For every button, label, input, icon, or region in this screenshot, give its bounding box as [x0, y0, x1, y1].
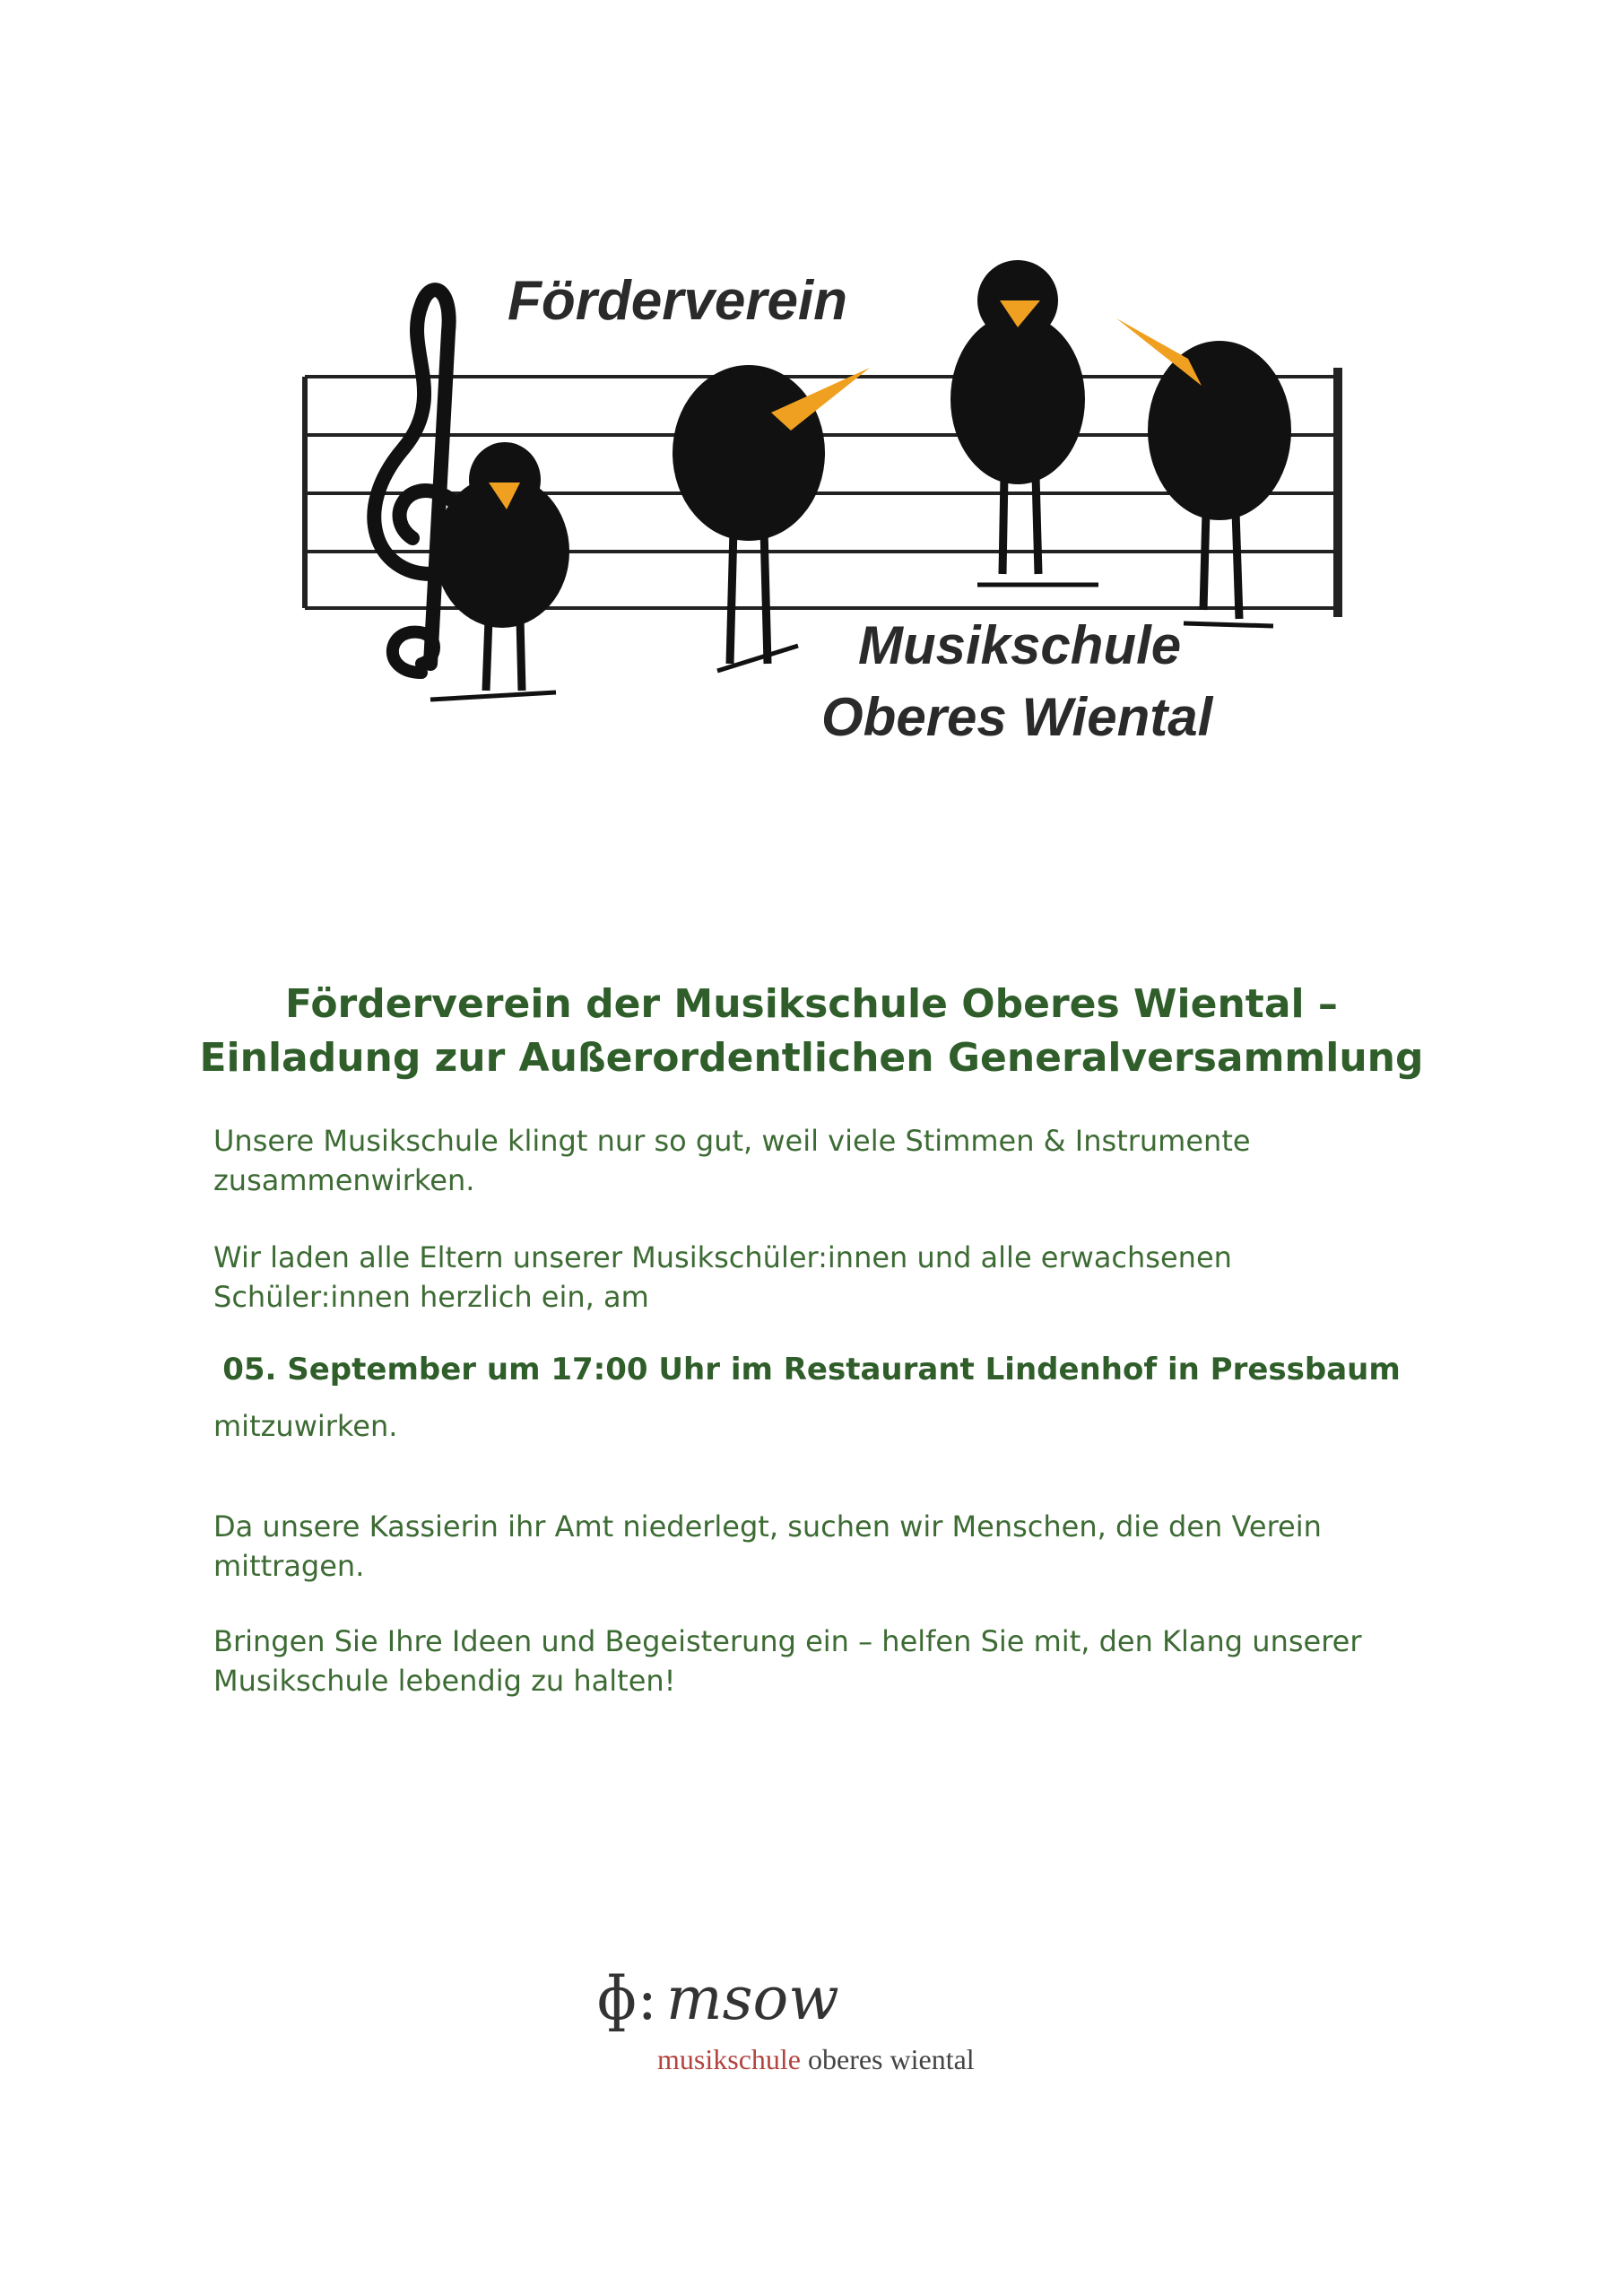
treble-clef-icon	[374, 290, 469, 673]
msow-subtitle	[657, 2043, 975, 2076]
page-heading	[161, 978, 1462, 1085]
msow-brand: msow	[666, 1964, 839, 2033]
bird-icon	[950, 260, 1098, 585]
paragraph-invitation: Wir laden alle Eltern unserer Musikschüler:innen und alle erwachsenen Schüler:innen herzlich ein, am	[213, 1240, 1232, 1314]
paragraph-call-to-action: Bringen Sie Ihre Ideen und Begeisterung ein – helfen Sie mit, den Klang unserer Musikschule lebendig zu halten!	[213, 1624, 1362, 1698]
event-date-location: 05. September um 17:00 Uhr im Restaurant Lindenhof in Pressbaum	[222, 1352, 1401, 1387]
bird-icon	[1116, 318, 1291, 626]
paragraph-treasurer: Da unsere Kassierin ihr Amt niederlegt, suchen wir Menschen, die den Verein mittragen.	[213, 1509, 1322, 1583]
bird-icon	[430, 442, 569, 700]
heading-line1: Förderverein der Musikschule Oberes Wiental –	[285, 981, 1338, 1027]
logo-subtitle-line2: Oberes Wiental	[821, 687, 1213, 747]
msow-logo	[596, 1964, 1027, 2081]
logo-title: Förderverein	[508, 270, 848, 332]
msow-subtitle-dark: oberes wiental	[800, 2043, 975, 2075]
logo-subtitle-line1: Musikschule	[858, 615, 1182, 675]
msow-mark-icon: ɸ:	[596, 1964, 657, 2033]
heading-line2: Einladung zur Außerordentlichen Generalversammlung	[199, 1035, 1424, 1081]
foerderverein-logo	[296, 251, 1354, 771]
paragraph-participate: mitzuwirken.	[213, 1409, 398, 1443]
msow-subtitle-red: musikschule	[657, 2043, 801, 2075]
paragraph-intro: Unsere Musikschule klingt nur so gut, weil viele Stimmen & Instrumente zusammenwirken.	[213, 1124, 1251, 1197]
bird-icon	[673, 365, 870, 671]
